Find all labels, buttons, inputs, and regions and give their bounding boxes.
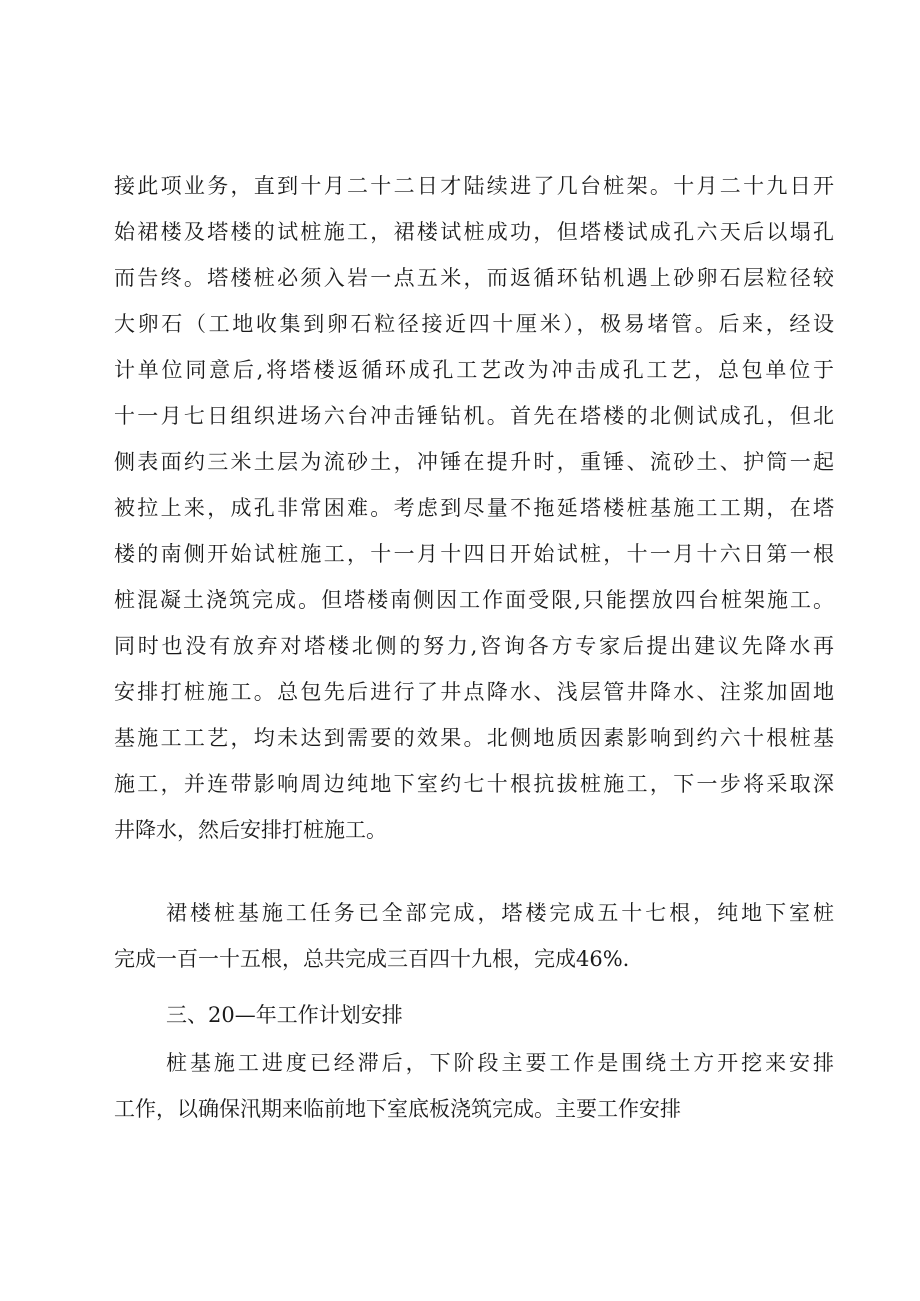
text-line: 大卵石（工地收集到卵石粒径接近四十厘米），极易堵管。后来，经设 [114, 312, 834, 336]
section-heading-text: 三、20—年工作计划安排 [166, 1003, 403, 1027]
text-line: 侧表面约三米土层为流砂土，冲锤在提升时，重锤、流砂土、护筒一起 [114, 450, 834, 474]
paragraph-work-plan [114, 1040, 834, 1132]
text-line: 井降水，然后安排打桩施工。 [114, 818, 387, 842]
paragraph-pile-construction-progress [114, 163, 834, 853]
text-line: 同时也没有放弃对塔楼北侧的努力,咨询各方专家后提出建议先降水再 [114, 634, 834, 658]
text-line: 安排打桩施工。总包先后进行了井点降水、浅层管井降水、注浆加固地 [114, 680, 834, 704]
section-heading [114, 992, 834, 1038]
text-line: 桩基施工进度已经滞后，下阶段主要工作是围绕土方开挖来安排 [166, 1051, 834, 1075]
text-line: 裙楼桩基施工任务已全部完成，塔楼完成五十七根，纯地下室桩 [166, 901, 834, 925]
text-line: 接此项业务，直到十月二十二日才陆续进了几台桩架。十月二十九日开 [114, 174, 834, 198]
text-line: 而告终。塔楼桩必须入岩一点五米，而返循环钻机遇上砂卵石层粒径较 [114, 266, 834, 290]
text-line: 十一月七日组织进场六台冲击锤钻机。首先在塔楼的北侧试成孔，但北 [114, 404, 834, 428]
paragraph-completion-summary [114, 890, 834, 982]
text-line: 基施工工艺，均未达到需要的效果。北侧地质因素影响到约六十根桩基 [114, 726, 834, 750]
text-line: 工作，以确保汛期来临前地下室底板浇筑完成。主要工作安排 [114, 1097, 681, 1121]
text-line: 始裙楼及塔楼的试桩施工，裙楼试桩成功，但塔楼试成孔六天后以塌孔 [114, 220, 834, 244]
text-line: 计单位同意后,将塔楼返循环成孔工艺改为冲击成孔工艺，总包单位于 [114, 358, 834, 382]
text-line: 桩混凝土浇筑完成。但塔楼南侧因工作面受限,只能摆放四台桩架施工。 [114, 588, 834, 612]
text-line: 楼的南侧开始试桩施工，十一月十四日开始试桩，十一月十六日第一根 [114, 542, 834, 566]
text-line: 被拉上来，成孔非常困难。考虑到尽量不拖延塔楼桩基施工工期，在塔 [114, 496, 834, 520]
text-line: 完成一百一十五根，总共完成三百四十九根，完成46%. [114, 947, 630, 971]
text-line: 施工，并连带影响周边纯地下室约七十根抗拔桩施工，下一步将采取深 [114, 772, 834, 796]
